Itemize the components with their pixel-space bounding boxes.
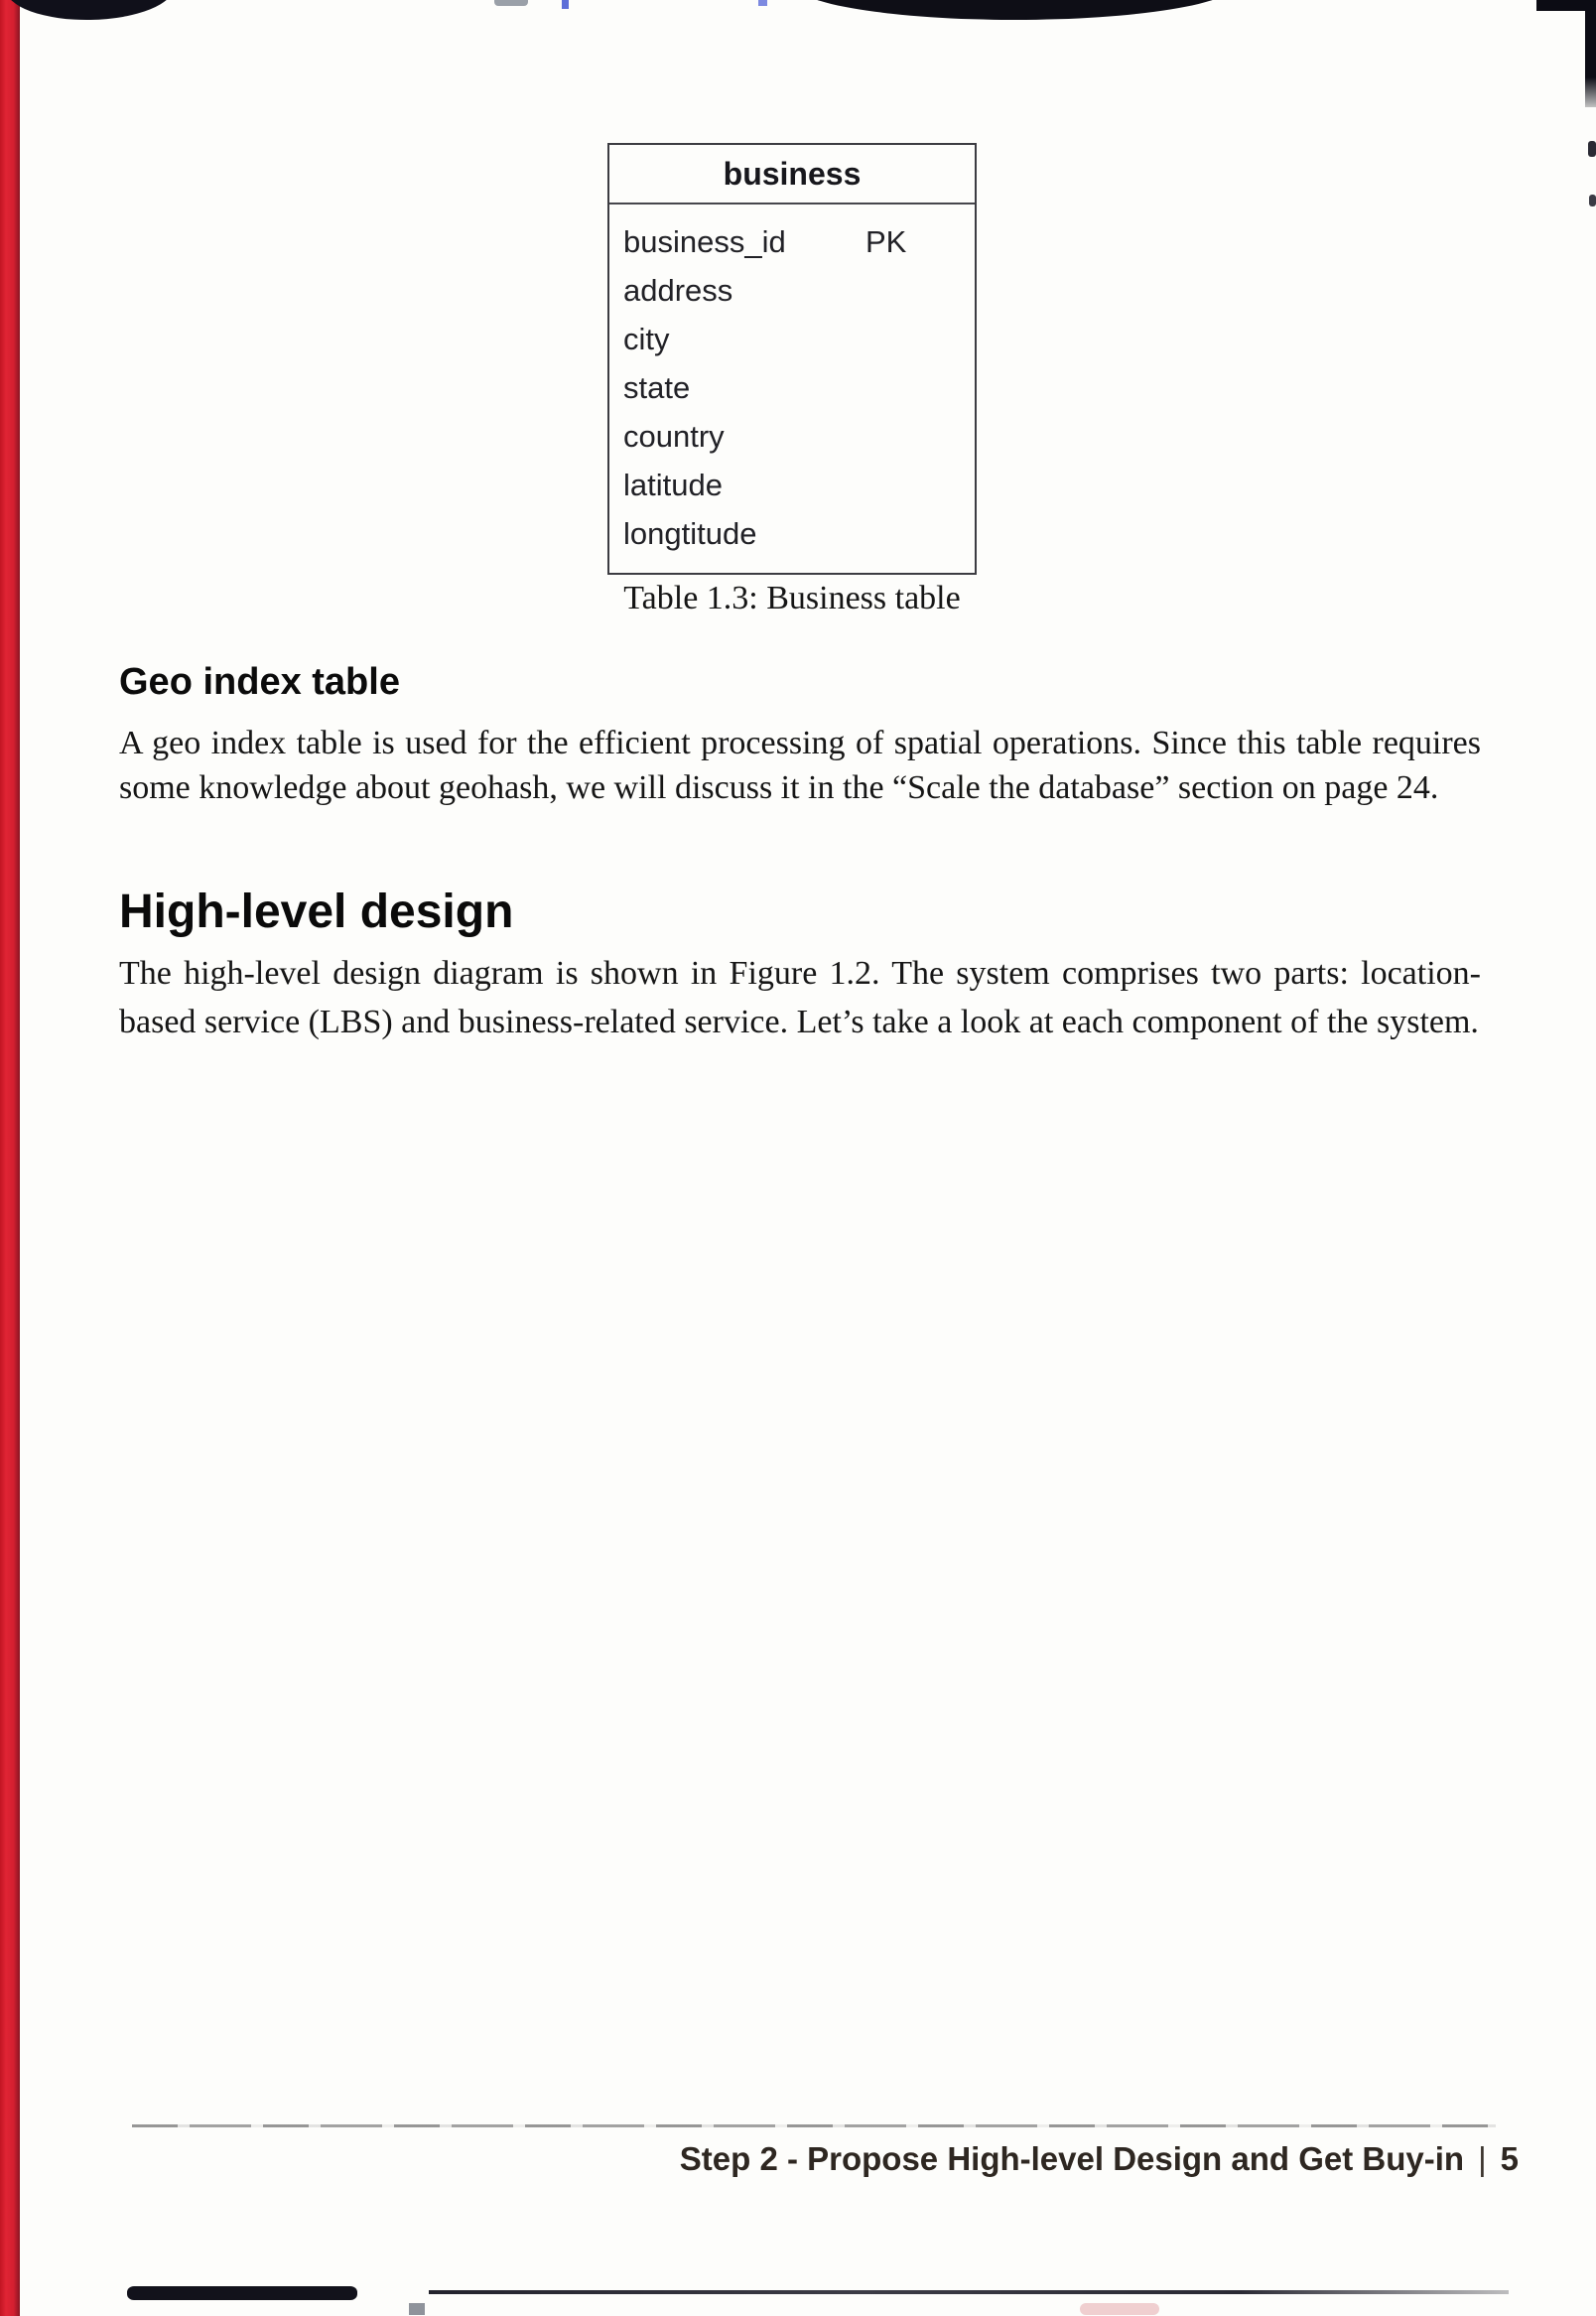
footer-separator-line — [132, 2124, 1496, 2127]
bottom-scan-smudge — [1080, 2303, 1159, 2315]
page-footer — [680, 2140, 1519, 2178]
table-field-row — [609, 217, 975, 266]
bottom-scan-tick — [409, 2303, 425, 2315]
table-field-row — [609, 461, 975, 509]
bottom-scan-bar — [127, 2286, 357, 2300]
top-blue-speck — [758, 0, 767, 6]
field-name: latitude — [623, 468, 723, 502]
footer-divider: | — [1478, 2140, 1487, 2177]
right-edge-speck — [1589, 195, 1596, 206]
field-name: state — [623, 370, 691, 405]
business-table-figure — [607, 143, 977, 575]
table-field-list — [609, 204, 975, 573]
table-field-row — [609, 412, 975, 461]
right-edge-speck — [1588, 141, 1596, 157]
left-edge-red-stripe — [0, 0, 20, 2316]
right-edge-corner-mark — [1585, 0, 1596, 107]
table-field-row — [609, 363, 975, 412]
bottom-scan-line — [429, 2290, 1509, 2294]
paragraph-high-level: The high-level design diagram is shown in Figure 1.2. The system comprises two parts: location-based service (LBS) and business-related service. Let’s take a look at each component of the system. — [119, 955, 1481, 1040]
table-title: business — [609, 145, 975, 204]
footer-chapter-label: Step 2 - Propose High-level Design and Get Buy-in — [679, 2140, 1465, 2177]
table-caption: Table 1.3: Business table — [623, 580, 961, 616]
field-name: city — [623, 322, 670, 356]
table-field-row — [609, 266, 975, 315]
table-field-row — [609, 509, 975, 558]
field-name: longtitude — [623, 516, 757, 551]
section-heading-high-level-design: High-level design — [119, 886, 514, 938]
section-heading-geo-index-table: Geo index table — [119, 661, 400, 703]
table-field-row — [609, 315, 975, 363]
top-scan-tick — [494, 0, 528, 6]
footer-page-number: 5 — [1500, 2140, 1519, 2177]
field-name: country — [623, 419, 725, 454]
field-name: business_id — [623, 224, 786, 259]
primary-key-label: PK — [865, 224, 907, 259]
field-name: address — [623, 273, 733, 308]
top-blue-speck — [562, 0, 569, 9]
paragraph-geo-index: A geo index table is used for the efficient processing of spatial operations. Since this table requires some knowledge about geohash, we will discuss it in the “Scale the database” section on page 24. — [119, 725, 1481, 806]
